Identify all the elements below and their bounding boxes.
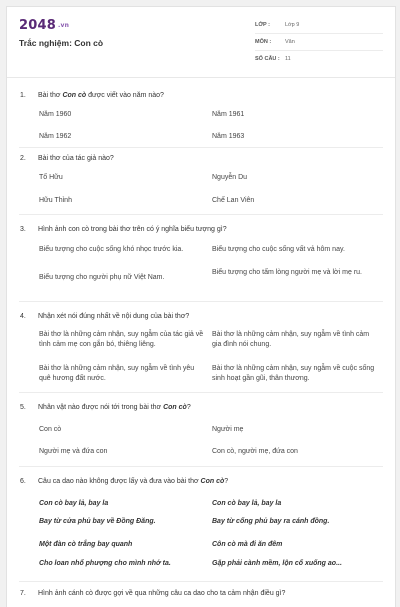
site-logo[interactable]: [19, 18, 69, 33]
meta-key: LỚP :: [255, 22, 270, 28]
meta-key: MÔN :: [255, 39, 272, 45]
answer-option[interactable]: Con cò, người mẹ, đứa con: [212, 448, 298, 455]
meta-row-count: [255, 51, 383, 67]
answer-option-line[interactable]: Côn cò mà đi ăn đêm: [212, 541, 283, 548]
logo-suffix: .vn: [57, 22, 70, 29]
question-text: 7. Hình ảnh cánh cò được gợi về qua những câu ca dao cho ta cảm nhận điều gì?: [20, 590, 286, 597]
answer-option[interactable]: Bài thơ là những cảm nhận, suy ngẫm về tình cảm gia đình nói chung.: [212, 331, 370, 348]
quiz-title: Trắc nghiệm: Con cò: [19, 38, 104, 48]
divider: [19, 466, 383, 467]
divider: [19, 392, 383, 393]
question-text: 2. Bài thơ của tác giả nào?: [20, 155, 114, 162]
answer-option[interactable]: Năm 1960: [39, 111, 72, 118]
question-text: 5. Nhân vật nào được nói tới trong bài thơ Con cò?: [20, 404, 191, 411]
answer-option[interactable]: Biểu tượng cho người phụ nữ Việt Nam.: [39, 274, 165, 281]
meta-value: 11: [285, 56, 291, 62]
answer-option[interactable]: Người mẹ: [212, 426, 244, 433]
answer-option[interactable]: Con cò: [39, 426, 62, 433]
quiz-page: [6, 6, 396, 607]
answer-option-line[interactable]: Con cò bay lả, bay la: [39, 500, 109, 507]
answer-option[interactable]: Bài thơ là những cảm nhận, suy ngẫm về tình yêu quê hương đất nước.: [39, 365, 195, 382]
divider: [19, 214, 383, 215]
answer-option[interactable]: Biểu tượng cho cuộc sống khó nhọc trước kia.: [39, 246, 184, 253]
answer-option-line[interactable]: Bay từ cổng phủ bay ra cánh đồng.: [212, 518, 330, 525]
answer-option[interactable]: Chế Lan Viên: [212, 197, 255, 204]
answer-option[interactable]: Năm 1961: [212, 111, 245, 118]
divider: [19, 581, 383, 582]
answer-option[interactable]: Tố Hữu: [39, 174, 63, 181]
divider: [19, 147, 383, 148]
answer-option[interactable]: Năm 1962: [39, 133, 72, 140]
meta-row-class: [255, 17, 383, 34]
answer-option[interactable]: Biểu tượng cho cuộc sống vất vả hôm nay.: [212, 246, 345, 253]
question-text: 6. Câu ca dao nào không được lấy và đưa vào bài thơ Con cò?: [20, 478, 229, 485]
question-text: 3. Hình ảnh con cò trong bài thơ trên có ý nghĩa biểu tượng gì?: [20, 226, 227, 233]
answer-option[interactable]: Biểu tượng cho tấm lòng người mẹ và lời mẹ ru.: [212, 269, 362, 276]
divider: [19, 301, 383, 302]
meta-row-subject: [255, 34, 383, 51]
answer-option[interactable]: Người mẹ và đứa con: [39, 448, 108, 455]
quiz-meta: [255, 17, 383, 67]
answer-option-line[interactable]: Con cò bay lả, bay la: [212, 500, 282, 507]
answer-option-line[interactable]: Bay từ cửa phủ bay về Đồng Đăng.: [39, 518, 156, 525]
question-text: 4. Nhận xét nói đúng nhất về nội dung của bài thơ?: [20, 313, 190, 320]
meta-value: Văn: [285, 39, 295, 45]
answer-option-line[interactable]: Cho loan nhổ phượng cho mình nhớ ta.: [39, 560, 171, 567]
answer-option[interactable]: Bài thơ là những cảm nhận, suy ngẫm của tác giả về tình cảm mẹ con gắn bó, thiêng liêng.: [39, 331, 204, 348]
answer-option[interactable]: Hữu Thỉnh: [39, 197, 72, 204]
logo-text: 2048: [19, 18, 56, 33]
answer-option[interactable]: Nguyễn Du: [212, 174, 248, 181]
meta-key: SỐ CÂU :: [255, 56, 280, 62]
answer-option[interactable]: Bài thơ là những cảm nhận, suy ngẫm về cuộc sống sinh hoạt gần gũi, thân thương.: [212, 365, 375, 382]
answer-option-line[interactable]: Một đàn cò trắng bay quanh: [39, 541, 133, 548]
meta-value: Lớp 9: [285, 22, 300, 28]
answer-option-line[interactable]: Gặp phải cành mềm, lộn cổ xuống ao...: [212, 560, 342, 567]
quiz-header: [7, 7, 395, 78]
question-text: 1. Bài thơ Con cò được viết vào năm nào?: [20, 92, 164, 99]
answer-option[interactable]: Năm 1963: [212, 133, 245, 140]
